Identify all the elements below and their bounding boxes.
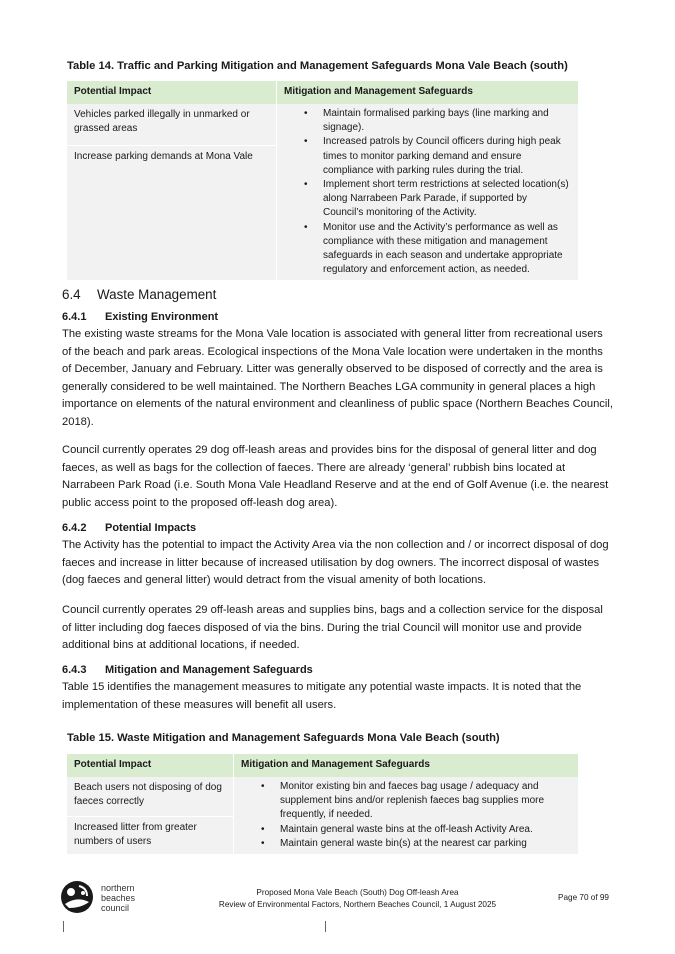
table-15	[67, 754, 578, 854]
column-header-mitigation: Mitigation and Management Safeguards	[277, 81, 579, 104]
table-14	[67, 81, 578, 280]
section-title: Existing Environment	[105, 311, 219, 323]
table-header-row	[67, 754, 578, 777]
section-number: 6.4.2	[62, 522, 87, 534]
impact-cell: Increased litter from greater numbers of users	[67, 816, 234, 854]
footer-divider	[63, 921, 64, 932]
footer-title-line-2: Review of Environmental Factors, Northern Beaches Council, 1 August 2025	[218, 900, 497, 909]
page-number: Page 70 of 99	[558, 893, 609, 902]
section-number: 6.4.3	[62, 664, 87, 676]
list-item: • Monitor use and the Activity’s performance as well as compliance with these mitigation and management safeguards in each season and undertake appropriate regulatory and enforcement action, as needed.	[323, 221, 570, 278]
section-title: Mitigation and Management Safeguards	[105, 664, 313, 676]
impact-cell: Beach users not disposing of dog faeces correctly	[67, 777, 234, 816]
paragraph: Council currently operates 29 off-leash areas and supplies bins, bags and a collection service for the disposal of litter including dog faeces disposed of via the bins. During the trial Council will monitor use and provide additional bins at additional locations, if needed.	[62, 604, 603, 652]
list-item: • Implement short term restrictions at selected location(s) along Narrabeen Park Parade, if supported by Council’s monitoring of the Activity.	[323, 178, 570, 221]
section-title: Potential Impacts	[105, 522, 197, 534]
list-item: • Monitor existing bin and faeces bag usage / adequacy and supplement bins and/or replenish faeces bag supplies more frequently, if needed.	[280, 780, 570, 823]
safeguards-cell	[277, 104, 579, 280]
subsection-heading-6-4-3	[62, 664, 313, 676]
section-heading-6-4	[62, 287, 216, 302]
subsection-heading-6-4-1	[62, 311, 218, 323]
logo-wordmark	[101, 883, 135, 913]
impact-cell: Vehicles parked illegally in unmarked or grassed areas	[67, 104, 277, 146]
paragraph: The existing waste streams for the Mona Vale location is associated with general litter from recreational users of the beach and park areas. Ecological inspections of the Mona Vale location were undertaken in the months of December, January and February. Litter was generally observed to be disposed of correctly and the area is generally considered to be well maintained. The Northern Beaches LGA community in general places a high importance on elements of the natural environment and cleanliness of public space (Northern Beaches Council, 2018).	[62, 328, 613, 428]
table-row	[67, 104, 578, 146]
table-15-caption: Table 15. Waste Mitigation and Management Safeguards Mona Vale Beach (south)	[67, 732, 500, 744]
column-header-impact: Potential Impact	[67, 754, 234, 777]
section-number: 6.4.1	[62, 311, 87, 323]
paragraph: The Activity has the potential to impact the Activity Area via the non collection and / or incorrect disposal of dog faeces and increase in litter because of increased utilisation by dog owners. The incorrect disposal of wastes (dog faeces and general litter) would detract from the visual amenity of both locations.	[62, 539, 609, 587]
logo-line: northern	[101, 883, 135, 893]
impact-cell: Increase parking demands at Mona Vale	[67, 146, 277, 281]
table-row	[67, 777, 578, 816]
footer-title-line-1: Proposed Mona Vale Beach (South) Dog Off-leash Area	[256, 888, 459, 897]
paragraph: Table 15 identifies the management measures to mitigate any potential waste impacts. It is noted that the implementation of these measures will benefit all users.	[62, 681, 582, 711]
logo-line: council	[101, 903, 130, 913]
table-header-row	[67, 81, 578, 104]
section-title: Waste Management	[97, 287, 217, 302]
safeguards-cell	[234, 777, 579, 854]
list-item: • Maintain general waste bins at the off-leash Activity Area.	[280, 823, 570, 837]
paragraph: Council currently operates 29 dog off-leash areas and provides bins for the disposal of general litter and dog faeces, as well as bags for the collection of faeces. There are already ‘general’ rubbish bins located at Narrabeen Park Road (i.e. South Mona Vale Headland Reserve and at the end of Golf Avenue (i.e. the nearest public access point to the proposed off-leash dog area).	[62, 444, 609, 509]
column-header-impact: Potential Impact	[67, 81, 277, 104]
table-14-caption: Table 14. Traffic and Parking Mitigation and Management Safeguards Mona Vale Beach (south)	[67, 60, 568, 72]
column-header-mitigation: Mitigation and Management Safeguards	[234, 754, 579, 777]
section-number: 6.4	[62, 287, 81, 302]
list-item: • Maintain general waste bin(s) at the nearest car parking	[280, 837, 570, 851]
list-item: • Maintain formalised parking bays (line marking and signage).	[323, 107, 570, 135]
safeguards-list	[258, 780, 570, 851]
subsection-heading-6-4-2	[62, 522, 196, 534]
list-item: • Increased patrols by Council officers during high peak times to monitor parking demand and ensure compliance with parking rules during the trial.	[323, 135, 570, 178]
footer-divider	[325, 921, 326, 932]
logo-line: beaches	[101, 893, 136, 903]
safeguards-list	[301, 107, 570, 277]
